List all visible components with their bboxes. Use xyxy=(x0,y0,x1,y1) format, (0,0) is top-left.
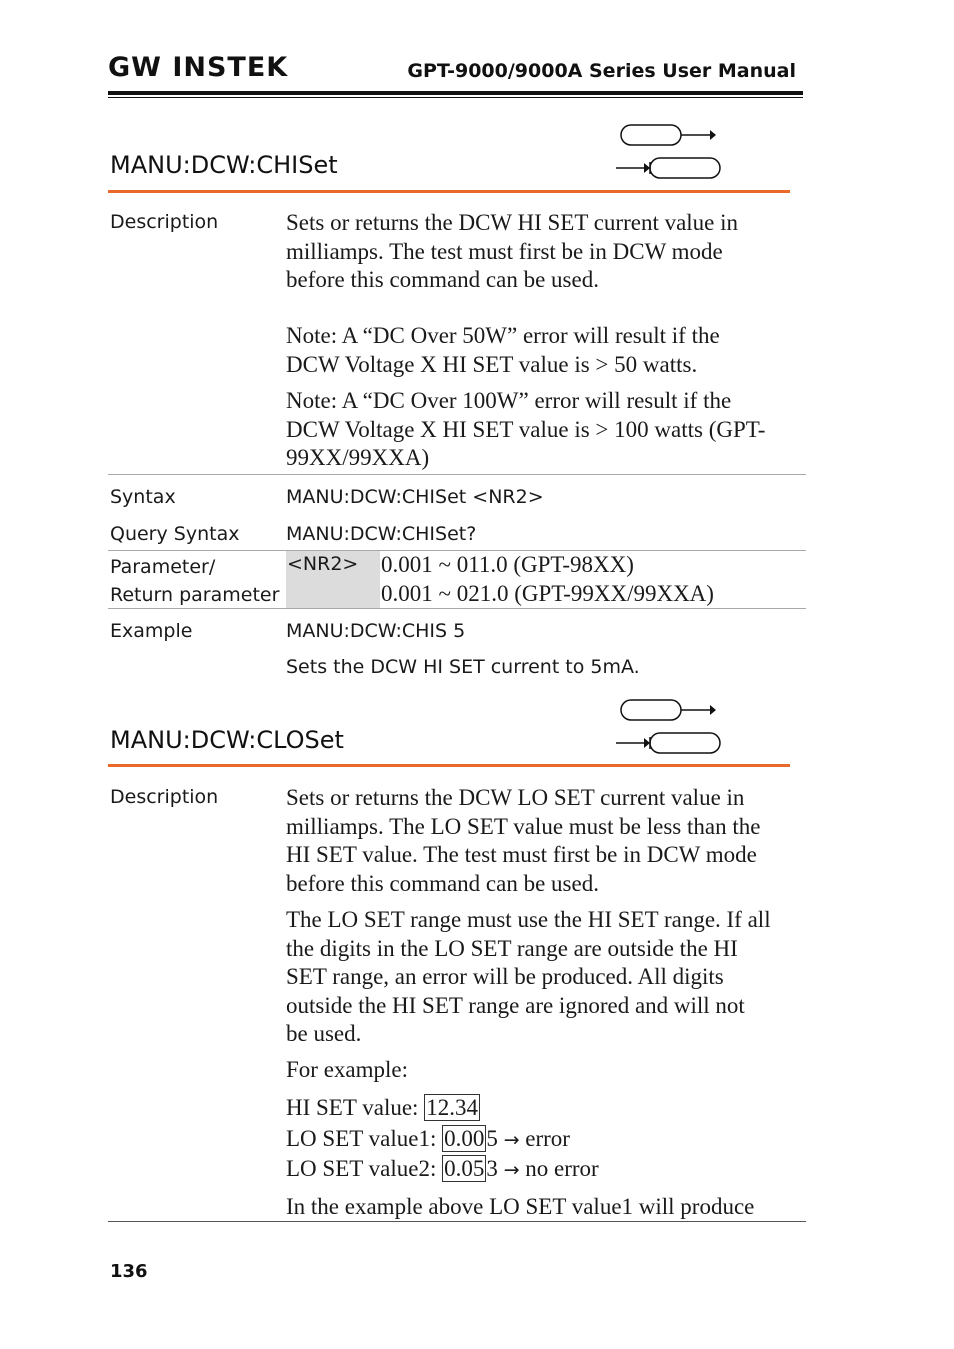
text-line: be used. xyxy=(286,1021,362,1046)
text-line: milliamps. The test must first be in DCW mode xyxy=(286,238,723,264)
query-syntax-label: Query Syntax xyxy=(110,523,240,545)
section-rule xyxy=(108,190,790,193)
text-line: SET range, an error will be produced. All digits xyxy=(286,964,724,989)
page-number: 136 xyxy=(110,1261,148,1282)
text-line: 0.001 ~ 021.0 (GPT-99XX/99XXA) xyxy=(381,580,714,606)
logo-text: GW INSTEK xyxy=(108,52,289,83)
for-example-label: For example: xyxy=(286,1057,408,1082)
text-line: milliamps. The LO SET value must be less than the xyxy=(286,813,761,839)
text-line: 99XX/99XXA) xyxy=(286,445,430,470)
syntax-value: MANU:DCW:CHISet <NR2> xyxy=(286,486,544,508)
section-title-chiset: MANU:DCW:CHISet xyxy=(110,151,338,179)
query-syntax-value: MANU:DCW:CHISet? xyxy=(286,523,477,545)
text-line: Parameter/ xyxy=(110,556,216,578)
manual-title: GPT-9000/9000A Series User Manual xyxy=(407,60,796,82)
lo-set1-label: LO SET value1: xyxy=(286,1126,443,1151)
text-line: Return parameter xyxy=(110,584,280,606)
brand-logo xyxy=(108,52,288,83)
example-label: Example xyxy=(110,620,193,642)
text-line: 0.001 ~ 011.0 (GPT-98XX) xyxy=(381,552,634,577)
section-title-closet: MANU:DCW:CLOSet xyxy=(110,726,344,754)
text-line: before this command can be used. xyxy=(286,267,599,292)
hi-set-label: HI SET value: xyxy=(286,1095,425,1120)
text-line: Sets or returns the DCW LO SET current value in xyxy=(286,785,745,810)
text-line: The LO SET range must use the HI SET range. If all xyxy=(286,907,771,932)
text-line: Note: A “DC Over 50W” error will result if the xyxy=(286,323,720,348)
text-line: DCW Voltage X HI SET value is > 100 watts (GPT- xyxy=(286,416,766,442)
description-text xyxy=(286,209,806,295)
right-arrow-icon: → xyxy=(503,1159,520,1181)
continued-text: In the example above LO SET value1 will produce xyxy=(286,1194,755,1219)
text-line: Sets or returns the DCW HI SET current value in xyxy=(286,210,739,235)
range-explanation xyxy=(286,906,806,1049)
text-line: the digits in the LO SET range are outside the HI xyxy=(286,935,738,961)
text-line: DCW Voltage X HI SET value is > 50 watts. xyxy=(286,351,698,377)
syntax-label: Syntax xyxy=(110,486,176,508)
lo-set1-extra-digit: 5 xyxy=(486,1126,498,1151)
lo-set2-boxed-digits: 0.05 xyxy=(444,1156,485,1181)
text-line: outside the HI SET range are ignored and will not xyxy=(286,992,745,1018)
right-arrow-icon: → xyxy=(503,1129,520,1151)
section-rule xyxy=(108,764,790,767)
set-command-icon xyxy=(612,122,722,182)
parameter-name: <NR2> xyxy=(287,553,359,575)
description-label: Description xyxy=(110,211,219,233)
hi-set-value-box: 12.34 xyxy=(426,1095,478,1120)
lo-set1-boxed-digits: 0.00 xyxy=(444,1126,485,1151)
lo-set-example-1 xyxy=(286,1124,570,1155)
set-command-icon xyxy=(612,697,722,757)
header-rule-thin xyxy=(108,97,803,98)
header-rule xyxy=(108,91,803,95)
divider xyxy=(108,474,806,475)
parameter-label xyxy=(110,553,279,609)
example-description: Sets the DCW HI SET current to 5mA. xyxy=(286,656,640,678)
text-line: Note: A “DC Over 100W” error will result if the xyxy=(286,388,732,413)
example-command: MANU:DCW:CHIS 5 xyxy=(286,620,466,642)
parameter-range xyxy=(381,551,714,608)
text-line: HI SET value. The test must first be in DCW mode xyxy=(286,842,757,867)
page-bottom-rule xyxy=(108,1221,806,1222)
lo-set2-label: LO SET value2: xyxy=(286,1156,443,1181)
divider xyxy=(108,608,806,609)
description-text xyxy=(286,784,806,898)
lo-set1-result: error xyxy=(525,1126,570,1151)
lo-set2-result: no error xyxy=(525,1156,599,1181)
hi-set-example xyxy=(286,1093,480,1123)
note-50w xyxy=(286,322,806,379)
note-100w xyxy=(286,387,806,473)
text-line: before this command can be used. xyxy=(286,870,599,896)
lo-set-example-2 xyxy=(286,1154,599,1185)
lo-set2-extra-digit: 3 xyxy=(486,1156,498,1181)
description-label: Description xyxy=(110,786,219,808)
